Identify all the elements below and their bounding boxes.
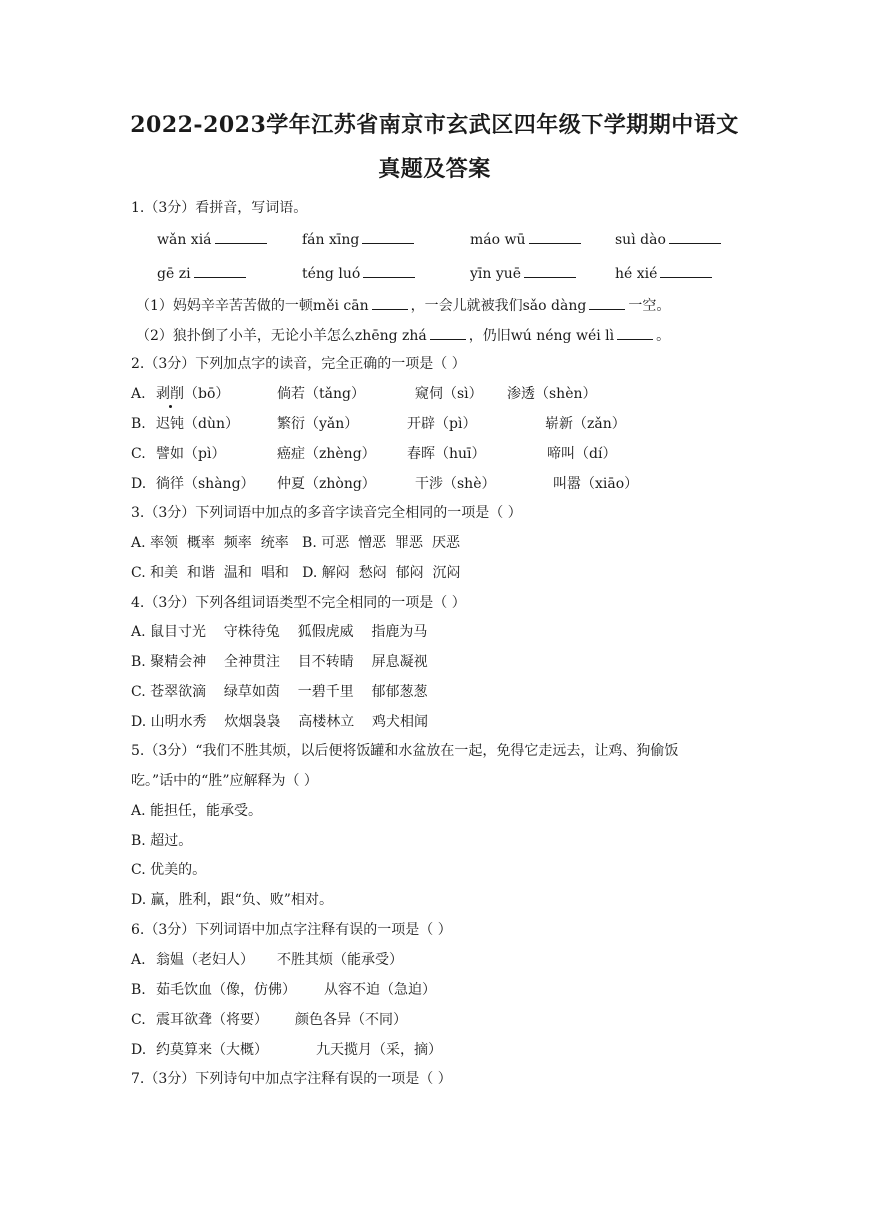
option-word: 徜徉 [156,476,184,492]
option-reading: （huī） [435,446,486,462]
option-word: 仲夏 [277,476,305,492]
option-word: 干涉 [415,476,443,492]
q3-options-ab: A. 率领 概率 频率 统率 B. 可恶 憎恶 罪恶 厌恶 [131,535,460,551]
option-label: D. [131,476,147,492]
option-word: 渗透 [507,386,535,402]
q5-option-b: B. 超过。 [131,833,193,849]
option-note: （不同） [351,1012,407,1028]
answer-blank[interactable] [617,325,653,340]
answer-blank[interactable] [660,263,712,278]
option-word: 约莫算来 [156,1042,212,1058]
option-note: （能承受） [333,952,403,968]
q4-option-c: C. 苍翠欲滴 绿草如茵 一碧千里 郁郁葱葱 [131,684,428,700]
q3-options-cd: C. 和美 和谐 温和 唱和 D. 解闷 愁闷 郁闷 沉闷 [131,565,461,581]
option-word: 从容不迫 [324,982,380,998]
sentence-text: 一空。 [628,298,671,314]
option-reading: （shè） [443,476,496,492]
option-label: B. [131,982,146,998]
option-reading: （zǎn） [573,416,626,432]
option-note: （像，仿佛） [212,982,296,998]
q6-option-c [131,1010,407,1030]
q6-stem: 6.（3分）下列词语中加点字注释有误的一项是（ ） [131,922,452,938]
q4-stem: 4.（3分）下列各组词语类型不完全相同的一项是（ ） [131,595,466,611]
answer-blank[interactable] [669,229,721,244]
q6-option-b [131,980,436,1000]
option-word: 茹毛饮血 [156,982,212,998]
q1-pinyin-row-2 [157,263,715,284]
option-word: 开辟 [407,416,435,432]
option-label: A. [131,952,146,968]
answer-blank[interactable] [524,263,576,278]
sentence-pinyin: měi cān [312,298,369,314]
q4-option-a: A. 鼠目寸光 守株待兔 狐假虎威 指鹿为马 [131,624,428,640]
option-word: 颜色各异 [295,1012,351,1028]
answer-blank[interactable] [215,229,267,244]
answer-blank[interactable] [372,295,408,310]
option-label: A. [131,386,146,402]
option-word: 崭新 [545,416,573,432]
q7-stem: 7.（3分）下列诗句中加点字注释有误的一项是（ ） [131,1071,452,1087]
option-label: C. [131,446,146,462]
option-word: 震耳欲聋 [156,1012,212,1028]
answer-blank[interactable] [529,229,581,244]
option-reading: （sì） [443,386,483,402]
sentence-text: （1）妈妈辛辛苦苦做的一顿 [136,298,313,314]
q6-option-a [131,950,403,970]
option-word: 倘若 [277,386,305,402]
sentence-text: 。 [656,328,671,344]
option-note: （将要） [212,1012,268,1028]
option-word: 繁衍 [277,416,305,432]
answer-blank[interactable] [363,263,415,278]
option-label: D. [131,1042,147,1058]
q1-pinyin-row-1 [157,229,724,250]
q2-option-a [131,384,597,404]
option-word: 窥伺 [415,386,443,402]
option-reading: （pì） [435,416,477,432]
option-note: （采，摘） [372,1042,442,1058]
q1-pinyin: suì dào [615,232,666,248]
sentence-text: ，仍旧 [468,328,511,344]
q4-option-b: B. 聚精会神 全神贯注 目不转睛 屏息凝视 [131,654,428,670]
q1-pinyin: wǎn xiá [157,232,212,248]
q2-option-b [131,414,626,434]
option-note: （老妇人） [184,952,254,968]
q1-pinyin: yīn yuē [470,266,522,282]
sentence-text: ，一会儿就被我们 [410,298,523,314]
q5-option-c: C. 优美的。 [131,862,207,878]
option-word: 迟钝 [156,416,184,432]
sentence-pinyin: sǎo dàng [522,298,587,314]
q1-pinyin: téng luó [302,266,361,282]
q5-stem-line-1: 5.（3分）“我们不胜其烦，以后便将饭罐和水盆放在一起，免得它走远去，让鸡、狗偷饭 [131,743,679,759]
option-reading: （zhèng） [305,446,376,462]
option-label: C. [131,1012,146,1028]
answer-blank[interactable] [362,229,414,244]
option-label: B. [131,416,146,432]
q5-stem-line-2: 吃。”话中的“胜”应解释为（ ） [131,773,318,789]
q1-stem: 1.（3分）看拼音，写词语。 [131,200,308,216]
q2-option-c [131,444,616,464]
option-word: 翁媪 [156,952,184,968]
option-word: 叫嚣 [553,476,581,492]
option-reading: （shàng） [184,476,255,492]
q1-pinyin: fán xīng [302,232,360,248]
page-subtitle: 真题及答案 [378,156,491,182]
answer-blank[interactable] [430,325,466,340]
option-reading: （dí） [575,446,617,462]
q1-pinyin: hé xié [615,266,658,282]
option-reading: （xiāo） [581,476,639,492]
q2-option-d [131,474,638,494]
option-reading: （tǎng） [305,386,365,402]
option-word: 譬如 [156,446,184,462]
q2-stem: 2.（3分）下列加点字的读音，完全正确的一项是（ ） [131,356,466,372]
option-word: 癌症 [277,446,305,462]
option-note: （大概） [212,1042,268,1058]
q5-option-d: D. 赢，胜利，跟“负、败”相对。 [131,892,333,908]
page-title: 2022-2023学年江苏省南京市玄武区四年级下学期期中语文 [130,112,739,138]
sentence-pinyin: zhēng zhá [354,328,427,344]
q5-option-a: A. 能担任，能承受。 [131,803,263,819]
option-word: 啼叫 [547,446,575,462]
option-reading: （pì） [184,446,226,462]
q1-sentence-2 [136,325,670,346]
sentence-pinyin: wú néng wéi lì [510,328,615,344]
option-reading: （dùn） [184,416,239,432]
option-reading: （yǎn） [305,416,359,432]
sentence-text: （2）狼扑倒了小羊，无论小羊怎么 [136,328,355,344]
option-note: （急迫） [380,982,436,998]
q1-sentence-1 [136,295,670,316]
q1-pinyin: máo wū [470,232,526,248]
option-word: 九天揽月 [316,1042,372,1058]
answer-blank[interactable] [194,263,246,278]
q1-pinyin: gē zi [157,266,191,282]
answer-blank[interactable] [589,295,625,310]
q4-option-d: D. 山明水秀 炊烟袅袅 高楼林立 鸡犬相闻 [131,714,429,730]
q6-option-d [131,1040,442,1060]
option-reading: （bō） [184,386,230,402]
option-reading: （shèn） [535,386,597,402]
option-word: 不胜其烦 [277,952,333,968]
q3-stem: 3.（3分）下列词语中加点的多音字读音完全相同的一项是（ ） [131,505,522,521]
option-reading: （zhòng） [305,476,376,492]
option-word: 春晖 [407,446,435,462]
option-word: 剥削 [156,386,184,402]
